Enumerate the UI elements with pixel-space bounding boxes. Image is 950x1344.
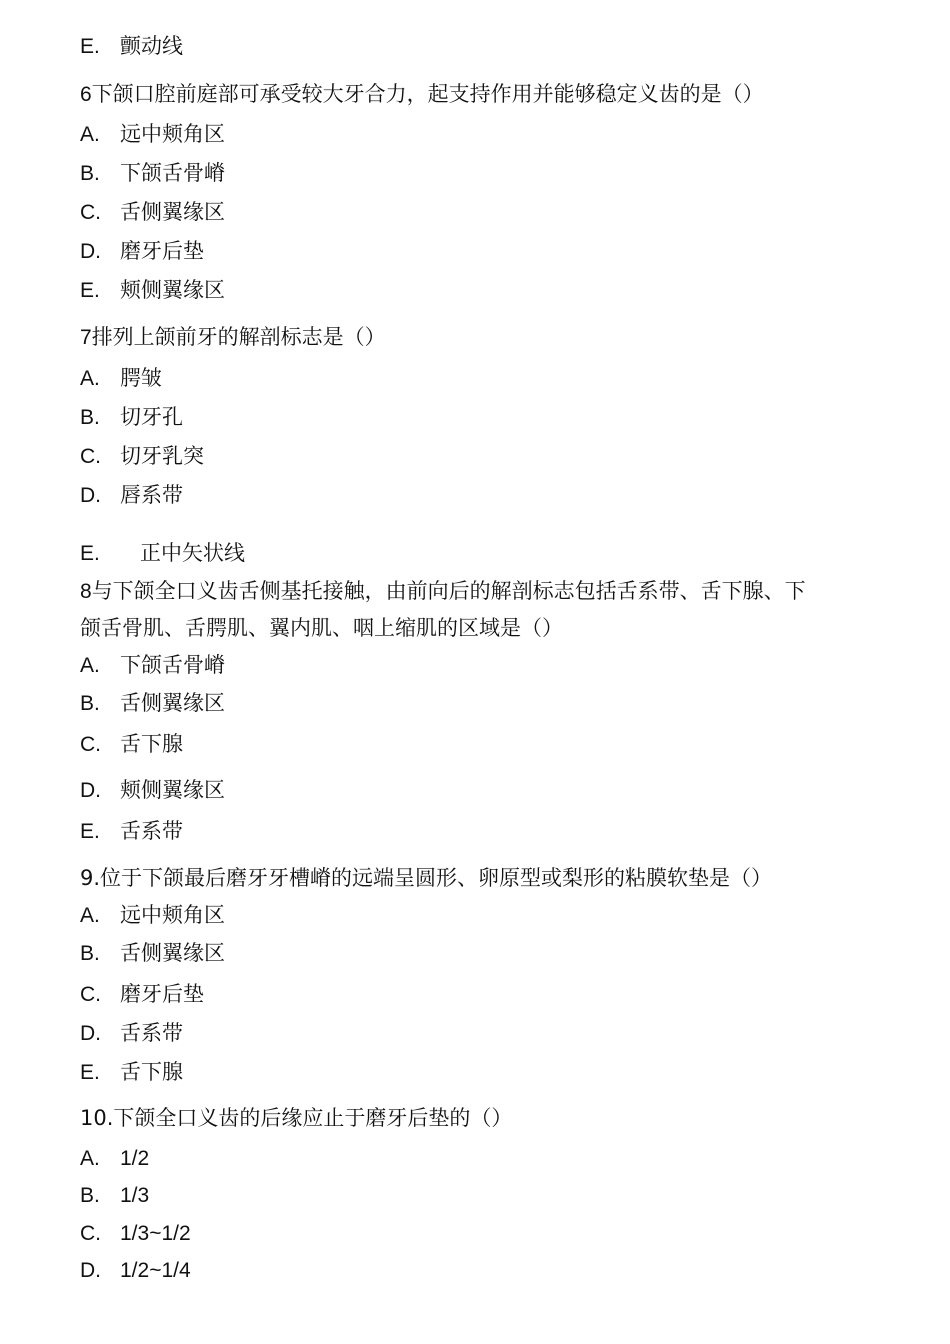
option-e-top xyxy=(80,32,183,61)
option-letter: E. xyxy=(80,542,100,565)
q9-option-d xyxy=(80,1019,183,1048)
option-letter: A. xyxy=(80,904,100,927)
q7-option-d xyxy=(80,481,183,510)
option-text: 1/3 xyxy=(120,1184,150,1207)
q6-option-c xyxy=(80,198,225,227)
option-letter: D. xyxy=(80,484,101,507)
option-letter: D. xyxy=(80,240,101,263)
option-text: 切牙孔 xyxy=(120,405,183,429)
q9-option-a xyxy=(80,901,225,930)
option-text: 舌下腺 xyxy=(120,1060,183,1084)
question-number: 9. xyxy=(80,866,101,890)
option-letter: B. xyxy=(80,942,100,965)
q7-option-e xyxy=(80,539,245,568)
option-text: 舌系带 xyxy=(120,1021,183,1045)
question-text: 与下颌全口义齿舌侧基托接触，由前向后的解剖标志包括舌系带、舌下腺、下 xyxy=(91,579,806,603)
q6-option-d xyxy=(80,237,204,266)
question-9 xyxy=(80,864,772,892)
option-text: 磨牙后垫 xyxy=(120,239,204,263)
option-letter: B. xyxy=(80,162,100,185)
option-letter: B. xyxy=(80,406,100,429)
question-text: 下颌全口义齿的后缘应止于磨牙后垫的（） xyxy=(113,1106,513,1130)
q8-option-a xyxy=(80,651,225,680)
q9-option-c xyxy=(80,980,204,1009)
q10-option-b xyxy=(80,1181,149,1210)
option-letter: E. xyxy=(80,1061,100,1084)
q10-option-c xyxy=(80,1219,191,1248)
option-letter: D. xyxy=(80,1259,101,1282)
option-text: 1/2~1/4 xyxy=(120,1259,191,1282)
q10-option-a xyxy=(80,1144,149,1173)
question-text: 排列上颌前牙的解剖标志是（） xyxy=(91,325,386,349)
option-letter: C. xyxy=(80,201,101,224)
question-10 xyxy=(80,1104,512,1132)
option-letter: C. xyxy=(80,733,101,756)
q7-option-b xyxy=(80,403,183,432)
question-text: 下颌口腔前庭部可承受较大牙合力，起支持作用并能够稳定义齿的是（） xyxy=(91,82,764,106)
q8-option-d xyxy=(80,776,225,805)
q8-option-e xyxy=(80,817,183,846)
option-text: 远中颊角区 xyxy=(120,122,225,146)
option-text: 磨牙后垫 xyxy=(120,982,204,1006)
option-letter: C. xyxy=(80,1222,101,1245)
option-text: 远中颊角区 xyxy=(120,903,225,927)
option-letter: C. xyxy=(80,983,101,1006)
option-text: 下颌舌骨嵴 xyxy=(120,653,225,677)
option-letter: E. xyxy=(80,35,100,58)
option-letter: E. xyxy=(80,279,100,302)
option-letter: D. xyxy=(80,1022,101,1045)
question-number: 10. xyxy=(80,1106,114,1130)
option-text: 正中矢状线 xyxy=(140,541,245,565)
option-text: 颊侧翼缘区 xyxy=(120,778,225,802)
option-text: 下颌舌骨嵴 xyxy=(120,161,225,185)
question-8-line-2 xyxy=(80,614,563,642)
option-letter: E. xyxy=(80,820,100,843)
q7-option-a xyxy=(80,364,162,393)
q6-option-e xyxy=(80,276,225,305)
option-text: 颊侧翼缘区 xyxy=(120,278,225,302)
q6-option-a xyxy=(80,120,225,149)
q9-option-e xyxy=(80,1058,183,1087)
option-letter: B. xyxy=(80,1184,100,1207)
option-letter: A. xyxy=(80,123,100,146)
option-text: 腭皱 xyxy=(120,366,162,390)
option-text: 颤动线 xyxy=(120,34,183,58)
question-8-line-1 xyxy=(80,577,806,606)
option-letter: D. xyxy=(80,779,101,802)
question-6 xyxy=(80,80,764,109)
q10-option-d xyxy=(80,1256,191,1285)
q8-option-c xyxy=(80,730,183,759)
question-text: 位于下颌最后磨牙牙槽嵴的远端呈圆形、卵原型或梨形的粘膜软垫是（） xyxy=(100,866,773,890)
option-letter: A. xyxy=(80,1147,100,1170)
option-text: 舌下腺 xyxy=(120,732,183,756)
question-number: 6 xyxy=(80,83,92,106)
option-text: 唇系带 xyxy=(120,483,183,507)
question-text-continued: 颌舌骨肌、舌腭肌、翼内肌、咽上缩肌的区域是（） xyxy=(80,616,563,640)
q8-option-b xyxy=(80,689,225,718)
question-7 xyxy=(80,323,386,352)
option-letter: A. xyxy=(80,367,100,390)
q9-option-b xyxy=(80,939,225,968)
option-letter: C. xyxy=(80,445,101,468)
question-number: 8 xyxy=(80,580,92,603)
q7-option-c xyxy=(80,442,204,471)
option-letter: A. xyxy=(80,654,100,677)
option-text: 1/3~1/2 xyxy=(120,1222,191,1245)
question-number: 7 xyxy=(80,326,92,349)
q6-option-b xyxy=(80,159,225,188)
option-text: 1/2 xyxy=(120,1147,150,1170)
option-text: 舌系带 xyxy=(120,819,183,843)
option-text: 舌侧翼缘区 xyxy=(120,691,225,715)
option-letter: B. xyxy=(80,692,100,715)
option-text: 切牙乳突 xyxy=(120,444,204,468)
option-text: 舌侧翼缘区 xyxy=(120,200,225,224)
option-text: 舌侧翼缘区 xyxy=(120,941,225,965)
